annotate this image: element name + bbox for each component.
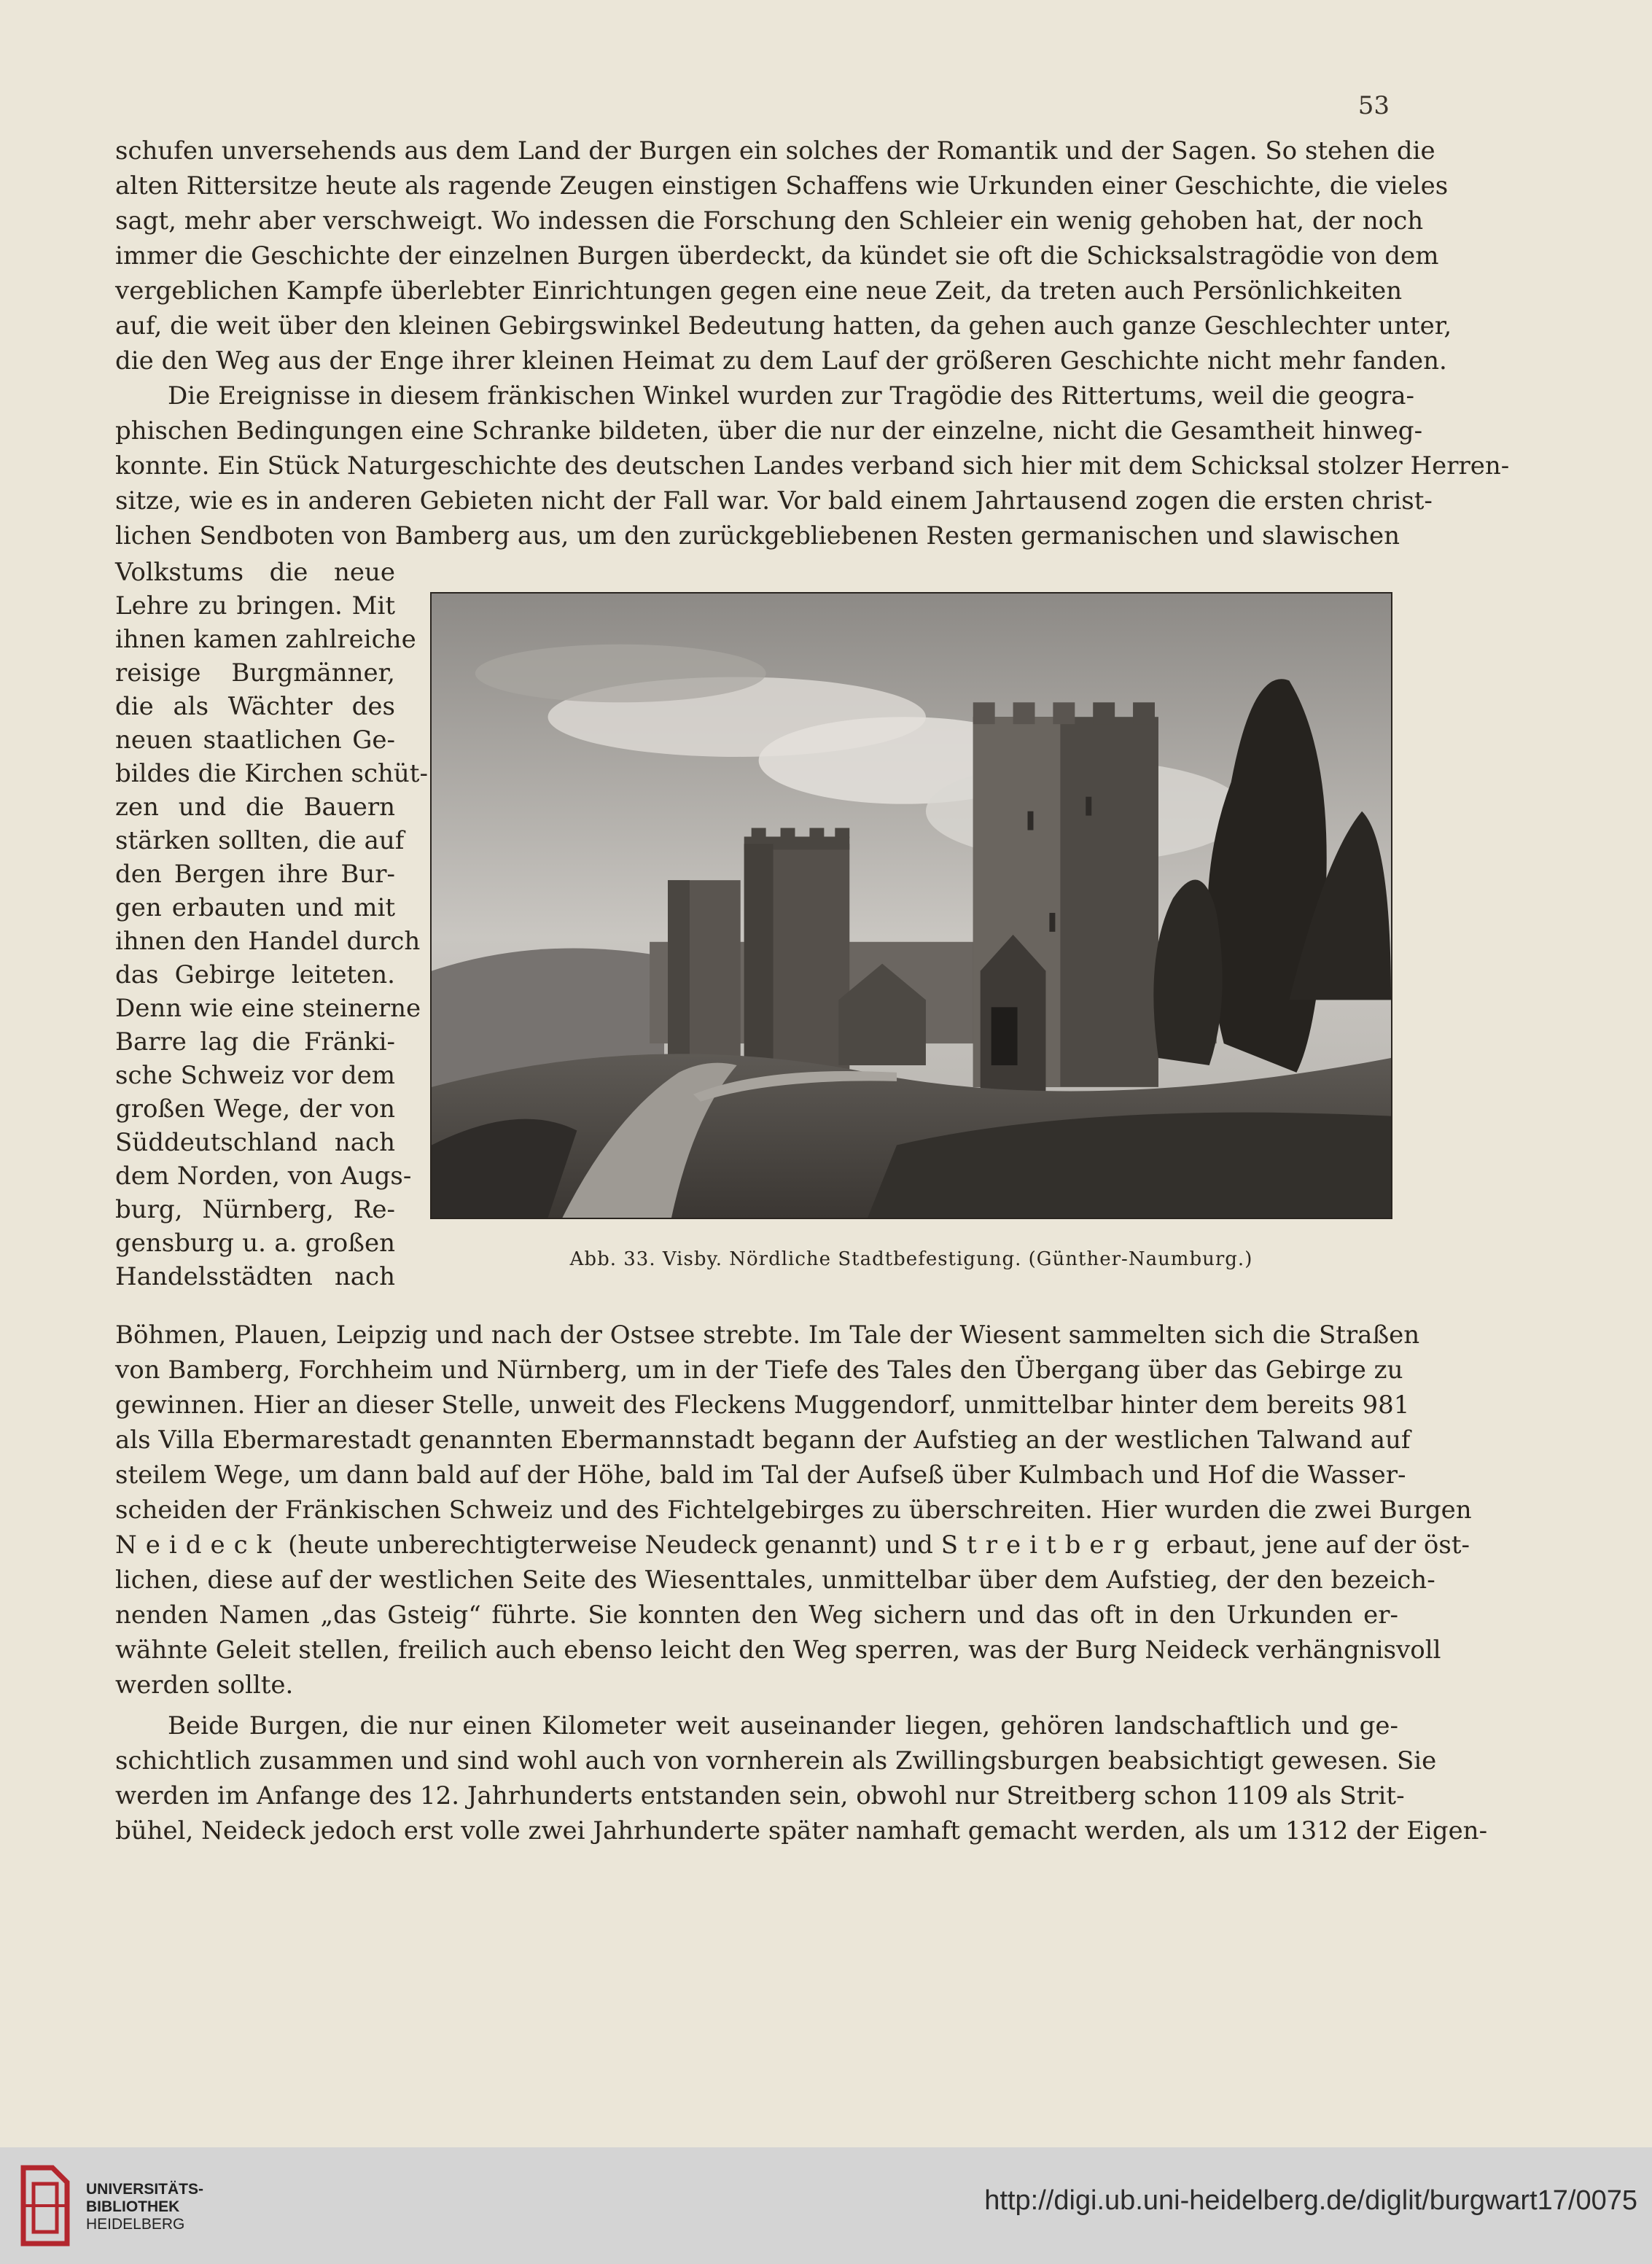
text-line: Beide Burgen, die nur einen Kilometer weit auseinander liegen, gehören landschaftlich und ge- [168,1711,1398,1740]
text-line: bühel, Neideck jedoch erst volle zwei Jahrhunderte später namhaft gemacht werden, als um 1312 der Eigen- [115,1816,1488,1845]
text-line: Die Ereignisse in diesem fränkischen Winkel wurden zur Tragödie des Rittertums, weil die geogra- [168,381,1415,411]
text-line: Lehre zu bringen. Mit [115,591,395,621]
text-line: wähnte Geleit stellen, freilich auch ebenso leicht den Weg sperren, was der Burg Neideck verhängnisvoll [115,1635,1441,1665]
text-line: burg, Nürnberg, Re- [115,1195,395,1224]
visby-city-wall-engraving [432,594,1391,1218]
text-line: sche Schweiz vor dem [115,1061,395,1090]
text-line: gensburg u. a. großen [115,1229,395,1258]
footer-bar [0,2147,1652,2264]
text-line: phischen Bedingungen eine Schranke bildeten, über die nur der einzelne, nicht die Gesamtheit hinweg- [115,416,1423,446]
page-number: 53 [1357,91,1390,120]
text-line: Volkstums die neue [115,558,395,587]
text-line: gewinnen. Hier an dieser Stelle, unweit des Fleckens Muggendorf, unmittelbar hinter dem bereits 981 [115,1390,1410,1420]
text-line: gen erbauten und mit [115,893,395,922]
text-line: zen und die Bauern [115,793,395,822]
text-line: ihnen den Handel durch [115,927,421,956]
text-line: reisige Burgmänner, [115,658,395,688]
text-line: ihnen kamen zahlreiche [115,625,416,654]
place-name-streitberg: Streitberg [940,1530,1158,1560]
text-line: das Gebirge leiteten. [115,960,395,989]
text-line: als Villa Ebermarestadt genannten Ebermannstadt begann der Aufstieg an der westlichen Talwand auf [115,1425,1411,1455]
text-line: auf, die weit über den kleinen Gebirgswinkel Bedeutung hatten, da gehen auch ganze Geschlechter unter, [115,311,1452,341]
university-library-logo-icon [16,2162,74,2249]
text-line: bildes die Kirchen schüt- [115,759,428,788]
library-name-line2: BIBLIOTHEK [86,2198,180,2215]
text-line: von Bamberg, Forchheim und Nürnberg, um in der Tiefe des Tales den Übergang über das Gebirge zu [115,1355,1403,1385]
text-line: Barre lag die Fränki- [115,1027,395,1057]
text-line: sitze, wie es in anderen Gebieten nicht der Fall war. Vor bald einem Jahrtausend zogen die ersten christ- [115,486,1433,516]
figure-illustration [430,592,1392,1219]
text-line: nenden Namen „das Gsteig“ führte. Sie konnten den Weg sichern und das oft in den Urkunden er- [115,1600,1398,1630]
text-line: Denn wie eine steinerne [115,994,421,1023]
text-fragment: erbaut, jene auf der öst- [1158,1530,1470,1560]
text-line: steilem Wege, um dann bald auf der Höhe, bald im Tal der Aufseß über Kulmbach und Hof die Wasser- [115,1460,1406,1490]
text-line: stärken sollten, die auf [115,826,405,855]
text-line: lichen, diese auf der westlichen Seite des Wiesenttales, unmittelbar über dem Aufstieg, der den bezeich- [115,1565,1435,1595]
place-name-neideck: Neideck [115,1530,281,1560]
text-line: die als Wächter des [115,692,395,721]
text-line: die den Weg aus der Enge ihrer kleinen Heimat zu dem Lauf der größeren Geschichte nicht mehr fanden. [115,346,1447,376]
text-line: Handelsstädten nach [115,1262,395,1291]
text-line: sagt, mehr aber verschweigt. Wo indessen die Forschung den Schleier ein wenig gehoben hat, der noch [115,206,1424,236]
figure-caption: Abb. 33. Visby. Nördliche Stadtbefestigung. (Günther-Naumburg.) [569,1248,1253,1270]
text-line: werden im Anfange des 12. Jahrhunderts entstanden sein, obwohl nur Streitberg schon 1109 als Strit- [115,1781,1405,1810]
library-name-line3: HEIDELBERG [86,2216,185,2233]
text-line: schufen unversehends aus dem Land der Burgen ein solches der Romantik und der Sagen. So stehen die [115,136,1435,166]
text-fragment: (heute unberechtigterweise Neudeck genannt) und [280,1530,941,1560]
text-line: dem Norden, von Augs- [115,1162,412,1191]
text-line: lichen Sendboten von Bamberg aus, um den zurückgebliebenen Resten germanischen und slawischen [115,521,1400,551]
text-line: Böhmen, Plauen, Leipzig und nach der Ostsee strebte. Im Tale der Wiesent sammelten sich die Straßen [115,1320,1420,1350]
text-line: immer die Geschichte der einzelnen Burgen überdeckt, da kündet sie oft die Schicksalstragödie von dem [115,241,1439,271]
text-line: vergeblichen Kampfe überlebter Einrichtungen gegen eine neue Zeit, da treten auch Persönlichkeiten [115,276,1403,306]
text-line: neuen staatlichen Ge- [115,726,395,755]
text-line: Süddeutschland nach [115,1128,395,1157]
text-line: großen Wege, der von [115,1094,395,1124]
text-line: schichtlich zusammen und sind wohl auch von vornherein als Zwillingsburgen beabsichtigt gewesen. Sie [115,1746,1437,1775]
source-url-link[interactable]: http://digi.ub.uni-heidelberg.de/diglit/burgwart17/0075 [984,2185,1637,2216]
text-line: den Bergen ihre Bur- [115,860,395,889]
library-name-line1: UNIVERSITÄTS- [86,2181,204,2198]
text-line-neideck [115,1528,1470,1562]
text-line: konnte. Ein Stück Naturgeschichte des deutschen Landes verband sich hier mit dem Schicksal stolzer Herren- [115,451,1510,481]
text-line: scheiden der Fränkischen Schweiz und des Fichtelgebirges zu überschreiten. Hier wurden die zwei Burgen [115,1495,1472,1525]
library-name[interactable] [86,2181,203,2233]
text-line: alten Rittersitze heute als ragende Zeugen einstigen Schaffens wie Urkunden einer Geschichte, die vieles [115,171,1449,201]
text-line: werden sollte. [115,1670,294,1700]
